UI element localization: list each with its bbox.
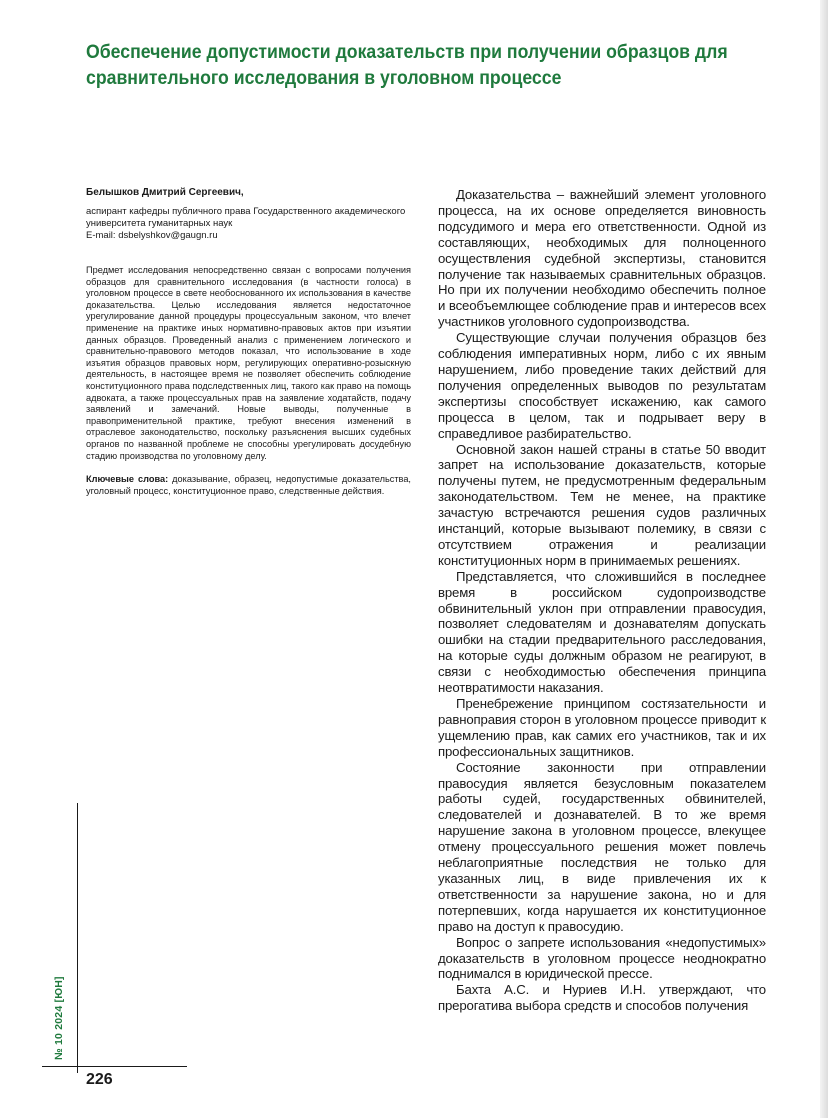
body-paragraph: Бахта А.С. и Нуриев И.Н. утверждают, что прерогатива выбора средств и способов получения [438, 982, 766, 1014]
page-number: 226 [86, 1071, 113, 1088]
body-paragraph: Вопрос о запрете использования «недопустимых» доказательств в уголовном процессе неоднократно поднимался в юридической прессе. [438, 934, 766, 982]
author-info-column [86, 186, 411, 497]
abstract: Предмет исследования непосредственно связан с вопросами получения образцов для сравнительного исследования (в частности голоса) в уголовном процессе в свете необоснованного их использования в качестве доказательства. Целью исследования является недостаточное урегулирование данной процедуры процессуальным законом, что влечет применение на практике иных нормативно-правовых актов при изъятии данных образцов. Проведенный анализ с применением логического и сравнительно-правового методов показал, что использование в ходе изъятия образцов правовых норм, регулирующих оперативно-розыскную деятельность, в настоящее время не позволяет обеспечить соблюдение конституционного права подследственных лиц, такого как право на помощь адвоката, а также процессуальных прав на заявление ходатайств, подачу заявлений и замечаний. Новые выводы, полученные в правоприменительной практике, требуют внесения изменений в отраслевое законодательство, поскольку разъяснения высших судебных органов по названной проблеме не способны урегулировать досудебную стадию производства по уголовному делу. [86, 265, 411, 461]
margin-rule [77, 803, 78, 1073]
author-name: Белышков Дмитрий Сергеевич, [86, 187, 244, 198]
body-paragraph: Основной закон нашей страны в статье 50 вводит запрет на использование доказательств, которые получены путем, не предусмотренным федеральным законодательством. Тем не менее, на практике зачастую встречаются решения судов различных инстанций, которые вызывают полемику, в связи с отсутствием отражения и реализации конституционных норм в принимаемых решениях. [438, 441, 766, 568]
keywords-label: Ключевые слова: [86, 474, 169, 485]
keywords [86, 474, 411, 497]
body-paragraph: Состояние законности при отправлении правосудия является безусловным показателем работы судей, государственных обвинителей, следователей и дознавателей. В то же время нарушение закона в уголовном процессе, влекущее отмену процессуального решения может повлечь неблагоприятные последствия не только для указанных лиц, в виде привлечения их к ответственности за нарушение закона, но и для потерпевших, когда нарушается их конституционное право на доступ к правосудию. [438, 759, 766, 934]
article-body [438, 187, 766, 1014]
footer-rule [42, 1066, 187, 1067]
body-paragraph: Существующие случаи получения образцов без соблюдения императивных норм, либо с их явным нарушением, либо проведение таких действий для получения определенных выводов по результатам экспертизы способствует искажению, как самого процесса в целом, так и подрывает веру в справедливое разбирательство. [438, 330, 766, 441]
keywords-text: доказывание, образец, недопустимые доказательства, уголовный процесс, конституционное право, следственные действия. [86, 474, 411, 496]
author-affiliation: аспирант кафедры публичного права Государственного академического университета гуманитарных наук [86, 206, 406, 229]
issue-label: № 10 2024 [ЮН] [53, 976, 65, 1060]
page-edge-shadow [820, 0, 828, 1118]
body-paragraph: Пренебрежение принципом состязательности и равноправия сторон в уголовном процессе приводит к ущемлению прав, как самих его участников, так и их профессиональных защитников. [438, 696, 766, 759]
body-paragraph: Доказательства – важнейший элемент уголовного процесса, на их основе определяется виновность подсудимого и мера его ответственности. Одной из составляющих, необходимых для полноценного осуществления судебной экспертизы, становится получение так называемых сравнительных образцов. Но при их получении необходимо обеспечить полное и всеобъемлющее соблюдение прав и интересов всех участников уголовного судопроизводства. [438, 187, 766, 330]
article-title: Обеспечение допустимости доказательств при получении образцов для сравнительного исследования в уголовном процессе [86, 42, 728, 89]
author-email: E-mail: dsbelyshkov@gaugn.ru [86, 230, 218, 241]
body-paragraph: Представляется, что сложившийся в последнее время в российском судопроизводстве обвинительный уклон при отправлении правосудия, позволяет следователям и дознавателям допускать ошибки на стадии предварительного расследования, на которые суды должным образом не реагируют, в связи с необходимостью обеспечения принципа неотвратимости наказания. [438, 568, 766, 696]
